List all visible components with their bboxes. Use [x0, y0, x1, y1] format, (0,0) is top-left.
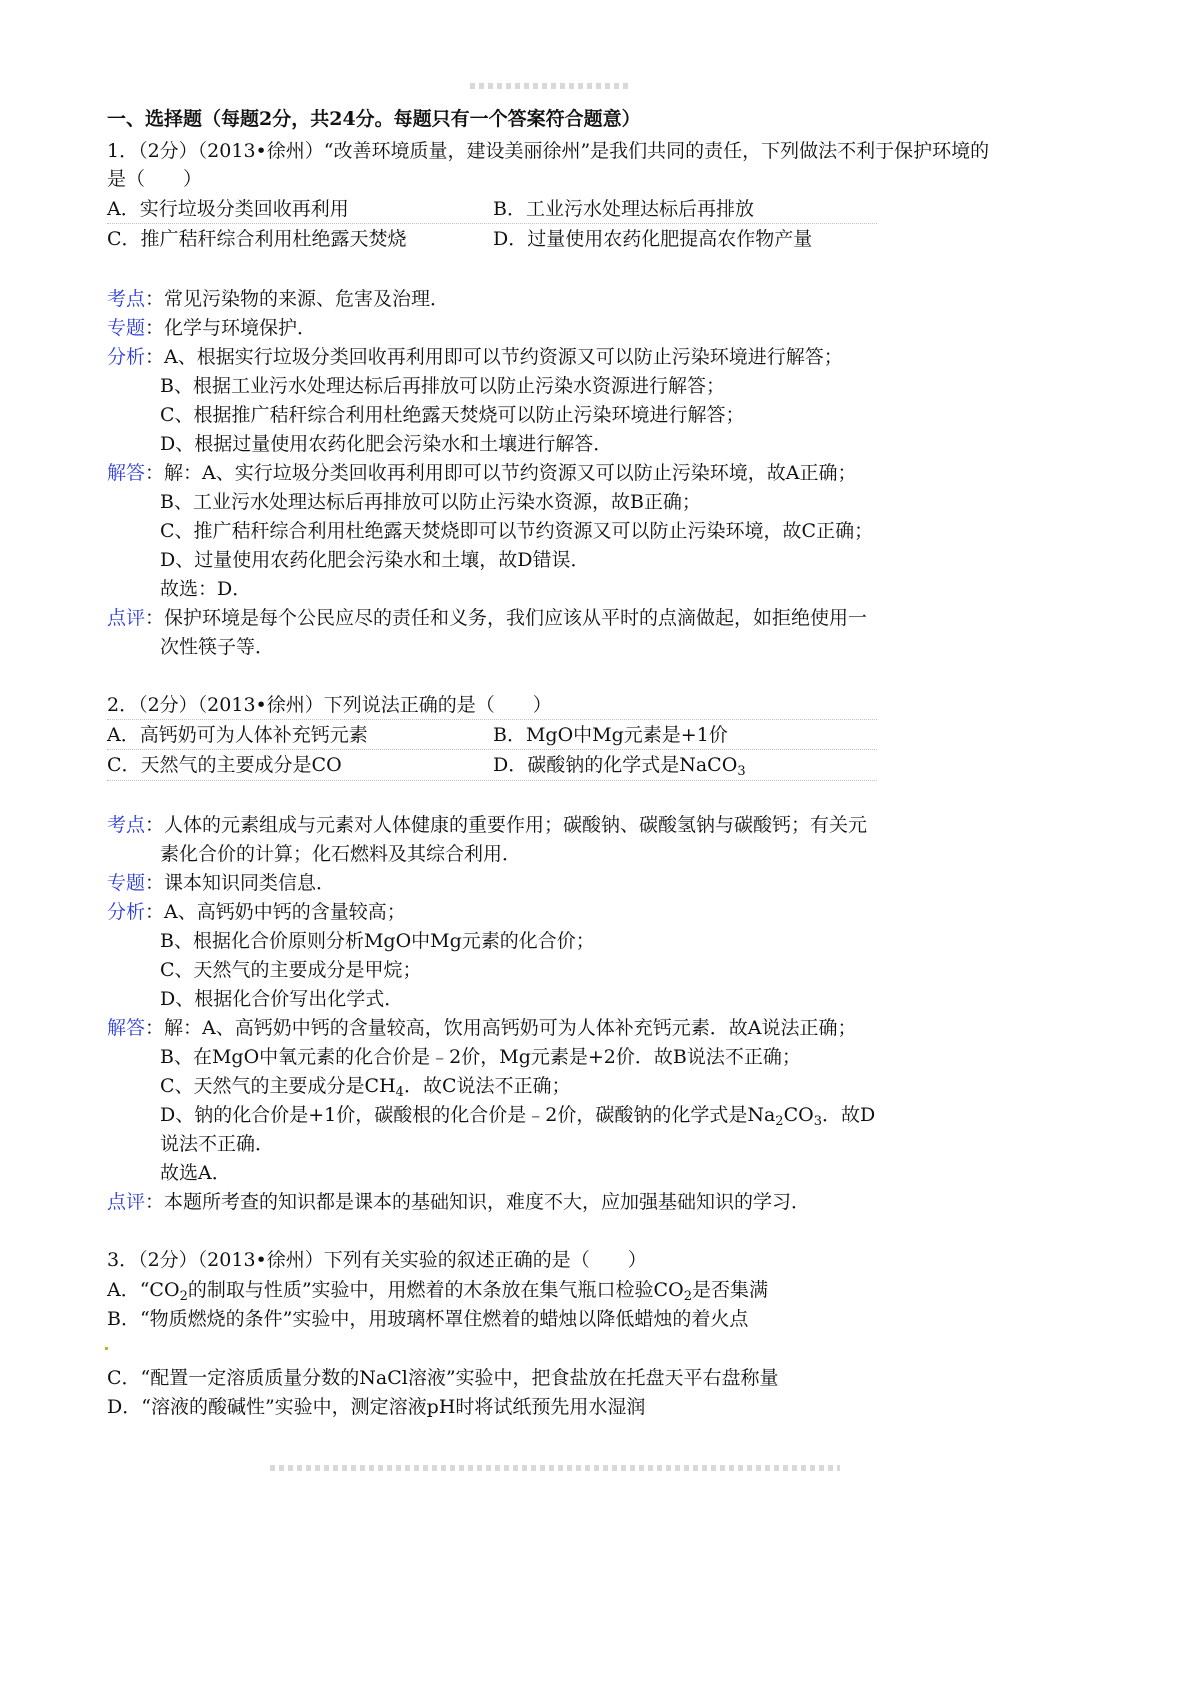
q3-option-a: [107, 1278, 768, 1302]
label-colon: ：: [145, 1017, 165, 1039]
scan-speck: [105, 1347, 108, 1350]
q2-fenxi: [107, 900, 406, 924]
q2-option-d-text: D．碳酸钠的化学式是NaCO: [493, 754, 738, 776]
q2-fenxi-line3: C、天然气的主要成分是甲烷；: [160, 959, 422, 981]
header-watermark: [470, 83, 630, 89]
q1-jieda-line2: B、工业污水处理达标后再排放可以防止污染水资源，故B正确；: [160, 491, 701, 513]
q2-jieda-line4-b: CO: [783, 1104, 814, 1126]
q1-dianping-line1: 保护环境是每个公民应尽的责任和义务，我们应该从平时的点滴做起，如拒绝使用一: [164, 607, 868, 629]
dianping-label: 点评: [107, 1191, 146, 1213]
label-colon: ：: [145, 462, 165, 484]
label-colon: ：: [145, 346, 165, 368]
q1-fenxi-line1: A、根据实行垃圾分类回收再利用即可以节约资源又可以防止污染环境进行解答；: [164, 346, 843, 368]
q1-jieda-line5: 故选：D．: [160, 578, 252, 600]
q3-option-b: B．“物质燃烧的条件”实验中，用玻璃杯罩住燃着的蜡烛以降低蜡烛的着火点: [107, 1308, 749, 1330]
q1-jieda: [107, 461, 856, 485]
q1-kaodian: [107, 287, 449, 311]
q3-option-a-part3: 是否集满: [691, 1279, 768, 1301]
q2-zhuanti-text: 课本知识同类信息．: [164, 872, 336, 894]
q2-jieda-line5: 说法不正确．: [160, 1133, 275, 1155]
q1-stem-line1: 1．（2分）（2013•徐州）“改善环境质量，建设美丽徐州”是我们共同的责任，下列做法不利于保护环境的: [107, 140, 990, 162]
fenxi-label: 分析: [107, 901, 146, 923]
q2-option-d-subscript: 3: [737, 764, 746, 779]
zhuanti-label: 专题: [107, 872, 146, 894]
q1-kaodian-text: 常见污染物的来源、危害及治理．: [164, 288, 450, 310]
label-colon: ：: [145, 288, 165, 310]
q3-option-a-sub2: 2: [683, 1289, 692, 1304]
q2-jieda: [107, 1016, 856, 1040]
q2-jieda-line4: [160, 1103, 875, 1127]
q3-option-c: C．“配置一定溶质质量分数的NaCl溶液”实验中，把食盐放在托盘天平右盘称量: [107, 1367, 779, 1389]
q2-option-a: A．高钙奶可为人体补充钙元素: [107, 724, 368, 746]
q1-fenxi-line3: C、根据推广秸秆综合利用杜绝露天焚烧可以防止污染环境进行解答；: [160, 404, 745, 426]
q2-fenxi-line1: A、高钙奶中钙的含量较高；: [164, 901, 406, 923]
q2-jieda-line3-b: ．故C说法不正确；: [403, 1075, 571, 1097]
q2-kaodian: [107, 813, 867, 837]
q1-zhuanti: [107, 316, 316, 340]
q2-jieda-line4-c: ．故D: [821, 1104, 876, 1126]
q2-jieda-line4-a: D、钠的化合价是+1价，碳酸根的化合价是﹣2价，碳酸钠的化学式是Na: [160, 1104, 776, 1126]
q2-jieda-line3: [160, 1074, 570, 1098]
q2-fenxi-line4: D、根据化合价写出化学式．: [160, 988, 404, 1010]
q2-dianping: [107, 1190, 810, 1214]
label-colon: ：: [145, 1191, 165, 1213]
q1-fenxi-line2: B、根据工业污水处理达标后再排放可以防止污染水资源进行解答；: [160, 375, 725, 397]
q1-dianping: [107, 606, 867, 630]
footer-watermark: [270, 1465, 840, 1471]
q2-jieda-line4-sub2: 3: [813, 1114, 822, 1129]
q2-jieda-line1: 解：A、高钙奶中钙的含量较高，饮用高钙奶可为人体补充钙元素．故A说法正确；: [164, 1017, 857, 1039]
q3-option-a-part2: 的制取与性质”实验中，用燃着的木条放在集气瓶口检验CO: [187, 1279, 684, 1301]
q2-stem-divider: [107, 719, 877, 720]
label-colon: ：: [145, 901, 165, 923]
q1-option-d: D．过量使用农药化肥提高农作物产量: [493, 228, 813, 250]
q1-jieda-line3: C、推广秸秆综合利用杜绝露天焚烧即可以节约资源又可以防止污染环境，故C正确；: [160, 520, 874, 542]
q2-option-d: [493, 753, 746, 777]
label-colon: ：: [145, 607, 165, 629]
q2-jieda-line4-sub1: 2: [775, 1114, 784, 1129]
q2-zhuanti: [107, 871, 335, 895]
q2-option-c: C．天然气的主要成分是CO: [107, 754, 342, 776]
label-colon: ：: [145, 814, 165, 836]
q1-stem-line2: 是（ ）: [107, 168, 203, 190]
q1-option-c: C．推广秸秆综合利用杜绝露天焚烧: [107, 228, 407, 250]
kaodian-label: 考点: [107, 814, 146, 836]
q1-zhuanti-text: 化学与环境保护．: [164, 317, 317, 339]
kaodian-label: 考点: [107, 288, 146, 310]
q1-option-a: A．实行垃圾分类回收再利用: [107, 198, 349, 220]
q2-fenxi-line2: B、根据化合价原则分析MgO中Mg元素的化合价；: [160, 930, 595, 952]
q3-stem: 3．（2分）（2013•徐州）下列有关实验的叙述正确的是（ ）: [107, 1249, 647, 1271]
q2-option-b: B．MgO中Mg元素是+1价: [493, 724, 728, 746]
q2-option-divider: [107, 749, 877, 750]
q2-jieda-line3-sub: 4: [395, 1085, 404, 1100]
q1-jieda-line1: 解：A、实行垃圾分类回收再利用即可以节约资源又可以防止污染环境，故A正确；: [164, 462, 857, 484]
jieda-label: 解答: [107, 1017, 146, 1039]
jieda-label: 解答: [107, 462, 146, 484]
q2-kaodian-line2: 素化合价的计算；化石燃料及其综合利用．: [160, 843, 522, 865]
q2-jieda-line2: B、在MgO中氧元素的化合价是﹣2价，Mg元素是+2价．故B说法不正确；: [160, 1046, 801, 1068]
q1-jieda-line4: D、过量使用农药化肥会污染水和土壤，故D错误．: [160, 549, 590, 571]
q2-dianping-text: 本题所考查的知识都是课本的基础知识，难度不大，应加强基础知识的学习．: [164, 1191, 811, 1213]
q2-jieda-line6: 故选A．: [160, 1162, 231, 1184]
fenxi-label: 分析: [107, 346, 146, 368]
q1-dianping-line2: 次性筷子等．: [160, 636, 275, 658]
q1-option-divider: [107, 223, 877, 224]
q2-stem: 2．（2分）（2013•徐州）下列说法正确的是（ ）: [107, 694, 552, 716]
q2-option-divider-bottom: [107, 780, 877, 781]
q3-option-a-part1: A．“CO: [107, 1279, 180, 1301]
section-title: 一、选择题（每题2分，共24分。每题只有一个答案符合题意）: [107, 108, 641, 130]
q1-fenxi: [107, 345, 843, 369]
q2-kaodian-line1: 人体的元素组成与元素对人体健康的重要作用；碳酸钠、碳酸氢钠与碳酸钙；有关元: [164, 814, 868, 836]
label-colon: ：: [145, 872, 165, 894]
zhuanti-label: 专题: [107, 317, 146, 339]
q1-fenxi-line4: D、根据过量使用农药化肥会污染水和土壤进行解答．: [160, 433, 613, 455]
q3-option-d: D．“溶液的酸碱性”实验中，测定溶液pH时将试纸预先用水湿润: [107, 1396, 646, 1418]
label-colon: ：: [145, 317, 165, 339]
dianping-label: 点评: [107, 607, 146, 629]
q2-jieda-line3-a: C、天然气的主要成分是CH: [160, 1075, 396, 1097]
q1-option-b: B．工业污水处理达标后再排放: [493, 198, 754, 220]
q3-option-a-sub1: 2: [179, 1289, 188, 1304]
